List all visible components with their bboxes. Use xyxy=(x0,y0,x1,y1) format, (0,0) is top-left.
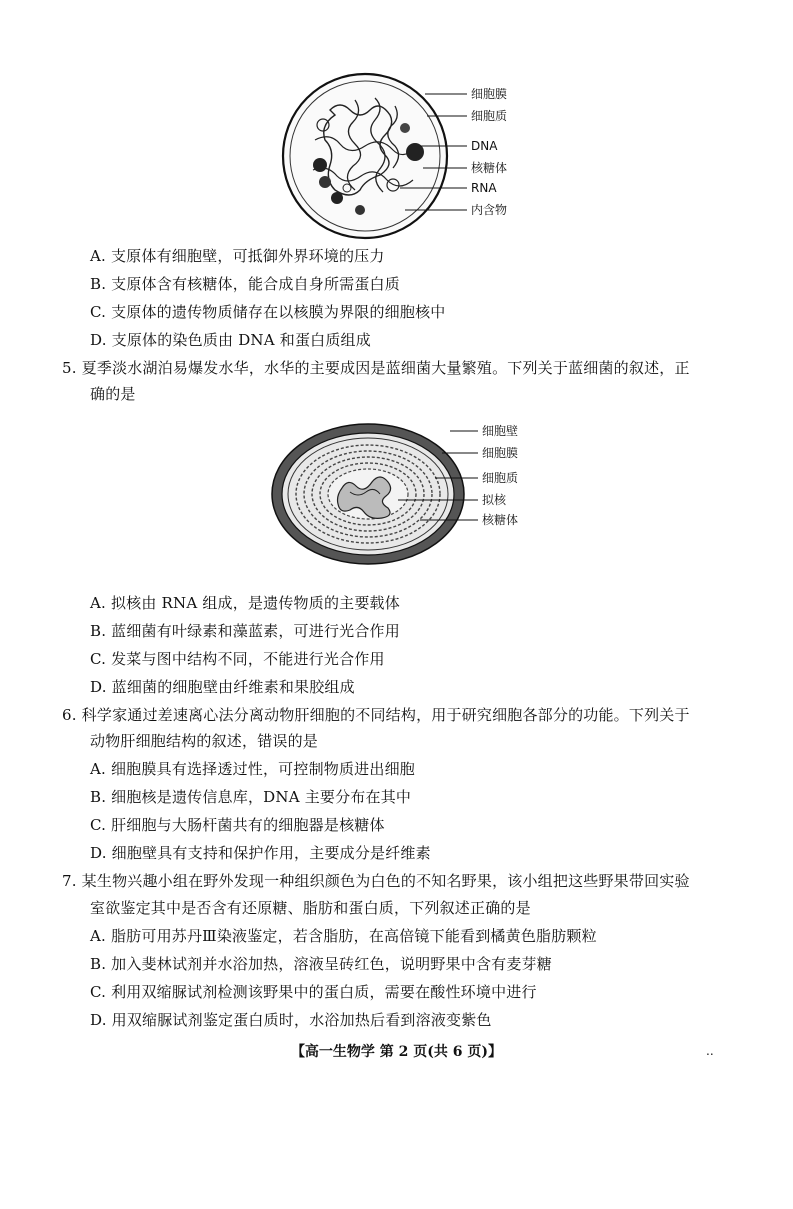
q4-option-a: A. 支原体有细胞壁，可抵御外界环境的压力 xyxy=(90,247,385,265)
footer-mark: .. xyxy=(706,1044,714,1058)
q7-stem-line1: 7. 某生物兴趣小组在野外发现一种组织颜色为白色的不知名野果，该小组把这些野果带回实验 xyxy=(62,872,690,890)
q7-option-b: B. 加入斐林试剂并水浴加热，溶液呈砖红色，说明野果中含有麦芽糖 xyxy=(90,955,552,973)
label-cell-membrane: 细胞膜 xyxy=(471,87,508,101)
label-ribosome-2: 核糖体 xyxy=(482,513,519,527)
page-footer: 【高一生物学 第 2 页(共 6 页)】 xyxy=(290,1044,503,1060)
label-cytoplasm: 细胞质 xyxy=(471,109,508,123)
label-dna: DNA xyxy=(471,139,498,153)
q6-option-a: A. 细胞膜具有选择透过性，可控制物质进出细胞 xyxy=(90,760,415,778)
q6-stem-line1: 6. 科学家通过差速离心法分离动物肝细胞的不同结构，用于研究细胞各部分的功能。下列关于 xyxy=(62,706,690,724)
q5-stem-line2: 确的是 xyxy=(90,385,136,403)
q6-option-b: B. 细胞核是遗传信息库，DNA 主要分布在其中 xyxy=(90,788,412,806)
label-ribosome: 核糖体 xyxy=(471,161,508,175)
label-inclusion: 内含物 xyxy=(471,203,508,217)
q6-option-c: C. 肝细胞与大肠杆菌共有的细胞器是核糖体 xyxy=(90,816,385,834)
q7-stem-line2: 室欲鉴定其中是否含有还原糖、脂肪和蛋白质，下列叙述正确的是 xyxy=(90,899,531,917)
cyanobacteria-figure xyxy=(270,418,530,568)
label-cell-wall: 细胞壁 xyxy=(482,424,519,438)
q7-option-d: D. 用双缩脲试剂鉴定蛋白质时，水浴加热后看到溶液变紫色 xyxy=(90,1011,492,1029)
label-rna: RNA xyxy=(471,181,497,195)
q7-option-a: A. 脂肪可用苏丹Ⅲ染液鉴定，若含脂肪，在高倍镜下能看到橘黄色脂肪颗粒 xyxy=(90,927,597,945)
mycoplasma-figure xyxy=(275,70,545,245)
q6-stem-line2: 动物肝细胞结构的叙述，错误的是 xyxy=(90,732,319,750)
q4-option-b: B. 支原体含有核糖体，能合成自身所需蛋白质 xyxy=(90,275,400,293)
q7-option-c: C. 利用双缩脲试剂检测该野果中的蛋白质，需要在酸性环境中进行 xyxy=(90,983,537,1001)
q5-stem-line1: 5. 夏季淡水湖泊易爆发水华，水华的主要成因是蓝细菌大量繁殖。下列关于蓝细菌的叙述，正 xyxy=(62,359,690,377)
q6-option-d: D. 细胞壁具有支持和保护作用，主要成分是纤维素 xyxy=(90,844,431,862)
q5-option-a: A. 拟核由 RNA 组成，是遗传物质的主要载体 xyxy=(90,594,400,612)
q5-option-b: B. 蓝细菌有叶绿素和藻蓝素，可进行光合作用 xyxy=(90,622,400,640)
q4-option-c: C. 支原体的遗传物质储存在以核膜为界限的细胞核中 xyxy=(90,303,446,321)
q4-option-d: D. 支原体的染色质由 DNA 和蛋白质组成 xyxy=(90,331,371,349)
label-cytoplasm-2: 细胞质 xyxy=(482,471,519,485)
q5-option-d: D. 蓝细菌的细胞壁由纤维素和果胶组成 xyxy=(90,678,355,696)
label-cell-membrane-2: 细胞膜 xyxy=(482,446,519,460)
q5-option-c: C. 发菜与图中结构不同，不能进行光合作用 xyxy=(90,650,385,668)
label-nucleoid: 拟核 xyxy=(482,493,507,507)
